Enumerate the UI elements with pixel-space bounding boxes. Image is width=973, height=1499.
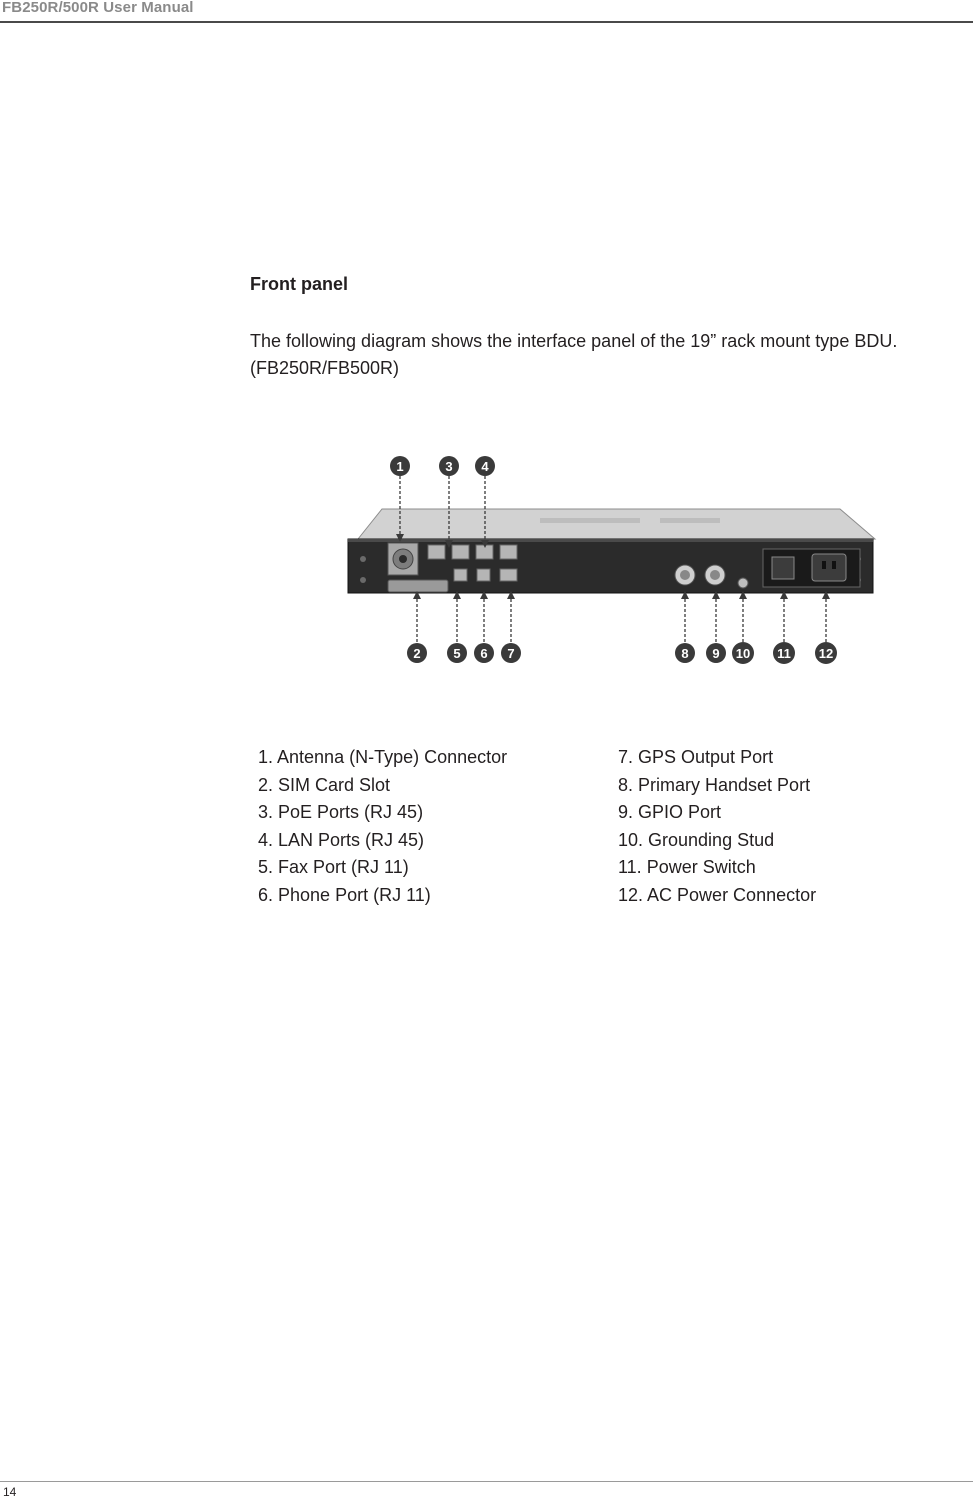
rj11-port-row [454, 569, 517, 581]
front-panel-diagram [330, 445, 890, 675]
callout-9 [706, 643, 726, 663]
callout-4 [475, 456, 495, 476]
legend-item: 5. Fax Port (RJ 11) [258, 857, 409, 877]
section-heading: Front panel [250, 274, 348, 294]
footer-divider [0, 1481, 973, 1482]
legend-item: 12. AC Power Connector [618, 884, 817, 905]
callout-number: 6 [480, 646, 488, 661]
handset-port [675, 565, 695, 585]
legend-item: 4. LAN Ports (RJ 45) [258, 829, 425, 850]
callout-2 [407, 643, 427, 663]
callout-6 [474, 643, 494, 663]
legend-item: 7. GPS Output Port [618, 747, 774, 767]
grounding-stud [738, 578, 748, 588]
callout-number: 11 [777, 646, 791, 661]
legend-item: 9. GPIO Port [618, 802, 722, 822]
running-header: FB250R/500R User Manual [2, 0, 194, 16]
legend-item: 11. Power Switch [618, 857, 756, 877]
sim-card-slot [388, 580, 448, 592]
callout-7 [501, 643, 521, 663]
legend-list-right [618, 744, 816, 909]
callout-11 [773, 642, 795, 664]
legend-item: 8. Primary Handset Port [618, 774, 811, 795]
callout-number: 7 [507, 646, 515, 661]
legend-item: 2. SIM Card Slot [258, 774, 391, 795]
callout-3 [439, 456, 459, 476]
header-divider [0, 21, 973, 23]
callout-12 [815, 642, 837, 664]
antenna-connector [388, 543, 418, 575]
gpio-port [705, 565, 725, 585]
power-module [763, 549, 860, 587]
callout-number: 3 [445, 459, 453, 474]
callout-number: 2 [413, 646, 421, 661]
callout-1 [390, 456, 410, 476]
callout-10 [732, 642, 754, 664]
intro-line: (FB250R/FB500R) [250, 358, 400, 378]
intro-paragraph [250, 328, 970, 382]
callout-number: 4 [481, 459, 489, 474]
legend-item: 10. Grounding Stud [618, 829, 775, 850]
callout-8 [675, 643, 695, 663]
callout-number: 10 [735, 646, 751, 661]
callout-5 [447, 643, 467, 663]
legend-item: 6. Phone Port (RJ 11) [258, 884, 431, 905]
intro-line: The following diagram shows the interface panel of the 19” rack mount type BDU. [250, 331, 898, 351]
chassis-top [358, 509, 875, 539]
callout-number: 12 [818, 646, 834, 661]
legend-list-left [258, 744, 507, 909]
legend-item: 1. Antenna (N-Type) Connector [258, 747, 508, 767]
callout-number: 1 [396, 459, 404, 474]
page-number: 14 [3, 1485, 17, 1499]
callout-number: 9 [712, 646, 720, 661]
callout-number: 8 [681, 646, 689, 661]
callout-number: 5 [453, 646, 461, 661]
legend-item: 3. PoE Ports (RJ 45) [258, 802, 424, 822]
